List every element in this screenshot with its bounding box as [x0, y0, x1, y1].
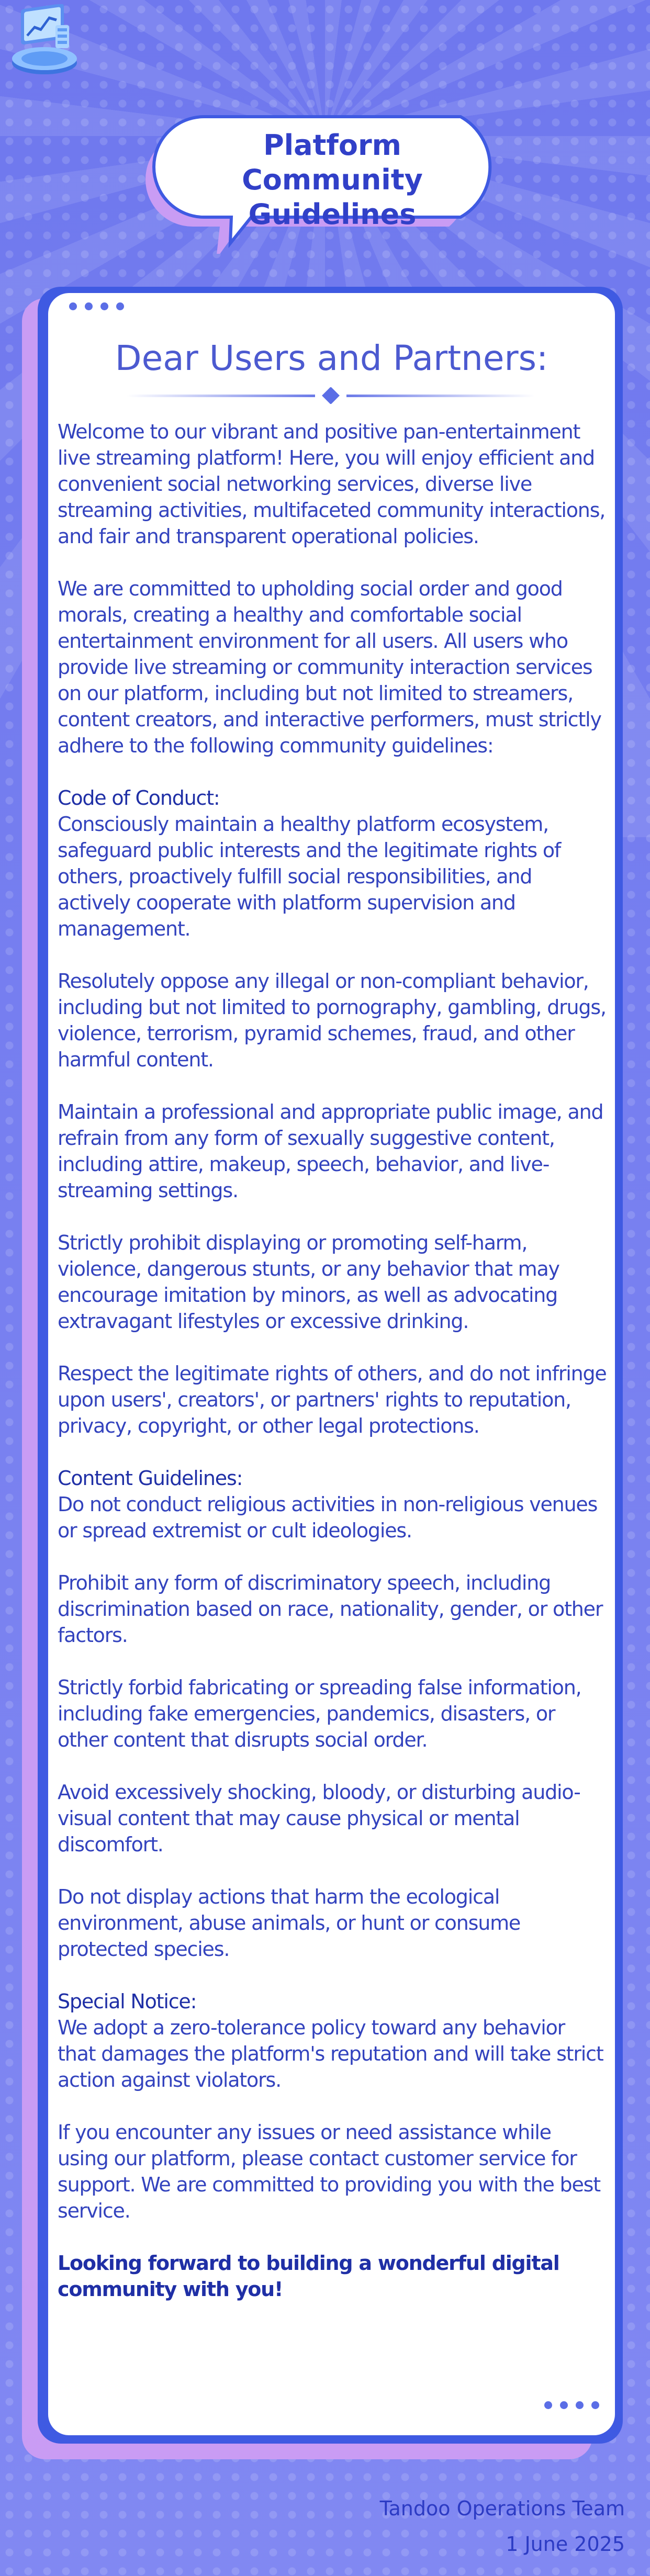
guideline-paragraph: We adopt a zero-tolerance policy toward any behavior that damages the platform's reputation and will take strict action against violators. — [58, 2016, 603, 2091]
guideline-paragraph: Maintain a professional and appropriate public image, and refrain from any form of sexually suggestive content, including attire, makeup, speech, behavior, and live-streaming settings. — [58, 1100, 603, 1202]
guideline-paragraph: Do not conduct religious activities in non-religious venues or spread extremist or cult ideologies. — [58, 1493, 598, 1542]
intro-paragraph: Welcome to our vibrant and positive pan-entertainment live streaming platform! Here, you will enjoy efficient and convenient social networking services, diverse live streaming activities, multifaceted community interactions, and fair and transparent operational policies. — [58, 420, 606, 548]
divider-diamond-icon — [127, 387, 535, 404]
section-heading-code-of-conduct: Code of Conduct: — [58, 786, 220, 809]
page-title — [173, 128, 492, 232]
closing-message: Looking forward to building a wonderful digital community with you! — [58, 2252, 559, 2301]
greeting-heading: Dear Users and Partners: — [115, 338, 548, 378]
guideline-paragraph: Resolutely oppose any illegal or non-compliant behavior, including but not limited to pornography, gambling, drugs, violence, terrorism, pyramid schemes, fraud, and other harmful content. — [58, 970, 606, 1071]
guideline-paragraph: Strictly prohibit displaying or promoting self-harm, violence, dangerous stunts, or any behavior that may encourage imitation by minors, as well as advocating extravagant lifestyles or excessive drinking. — [58, 1231, 559, 1333]
guideline-paragraph: Consciously maintain a healthy platform ecosystem, safeguard public interests and the legitimate rights of others, proactively fulfill social responsibilities, and actively cooperate with platform supervision and management. — [58, 813, 561, 940]
signature — [380, 2491, 625, 2562]
guideline-paragraph: If you encounter any issues or need assistance while using our platform, please contact customer service for support. We are committed to providing you with the best service. — [58, 2121, 600, 2222]
section-heading-special-notice: Special Notice: — [58, 1990, 197, 2013]
decorative-dots-top — [69, 302, 124, 310]
chart-screen-icon — [5, 4, 84, 83]
decorative-dots-bottom — [544, 2401, 599, 2409]
intro-paragraph: We are committed to upholding social order and good morals, creating a healthy and comfortable social entertainment environment for all users. All users who provide live streaming or community interaction services on our platform, including but not limited to streamers, content creators, and interactive performers, must strictly adhere to the following community guidelines: — [58, 577, 601, 757]
guideline-paragraph: Prohibit any form of discriminatory speech, including discrimination based on race, nationality, gender, or other factors. — [58, 1571, 603, 1647]
guideline-paragraph: Do not display actions that harm the ecological environment, abuse animals, or hunt or consume protected species. — [58, 1885, 521, 1961]
section-heading-content-guidelines: Content Guidelines: — [58, 1467, 243, 1490]
title-bubble — [141, 113, 523, 254]
signature-team: Tandoo Operations Team — [379, 2497, 625, 2520]
page-title-line1: Platform Community — [242, 129, 423, 196]
signature-date: 1 June 2025 — [506, 2533, 625, 2556]
guideline-paragraph: Strictly forbid fabricating or spreading false information, including fake emergencies, pandemics, disasters, or other content that disrupts social order. — [58, 1676, 581, 1751]
guideline-paragraph: Respect the legitimate rights of others, and do not infringe upon users', creators', or partners' rights to reputation, privacy, copyright, or other legal protections. — [58, 1362, 607, 1437]
guideline-paragraph: Avoid excessively shocking, bloody, or disturbing audio-visual content that may cause physical or mental discomfort. — [58, 1781, 580, 1856]
guidelines-body — [58, 419, 607, 2302]
page-title-line2: Guidelines — [248, 198, 417, 231]
guidelines-card — [48, 293, 615, 2435]
